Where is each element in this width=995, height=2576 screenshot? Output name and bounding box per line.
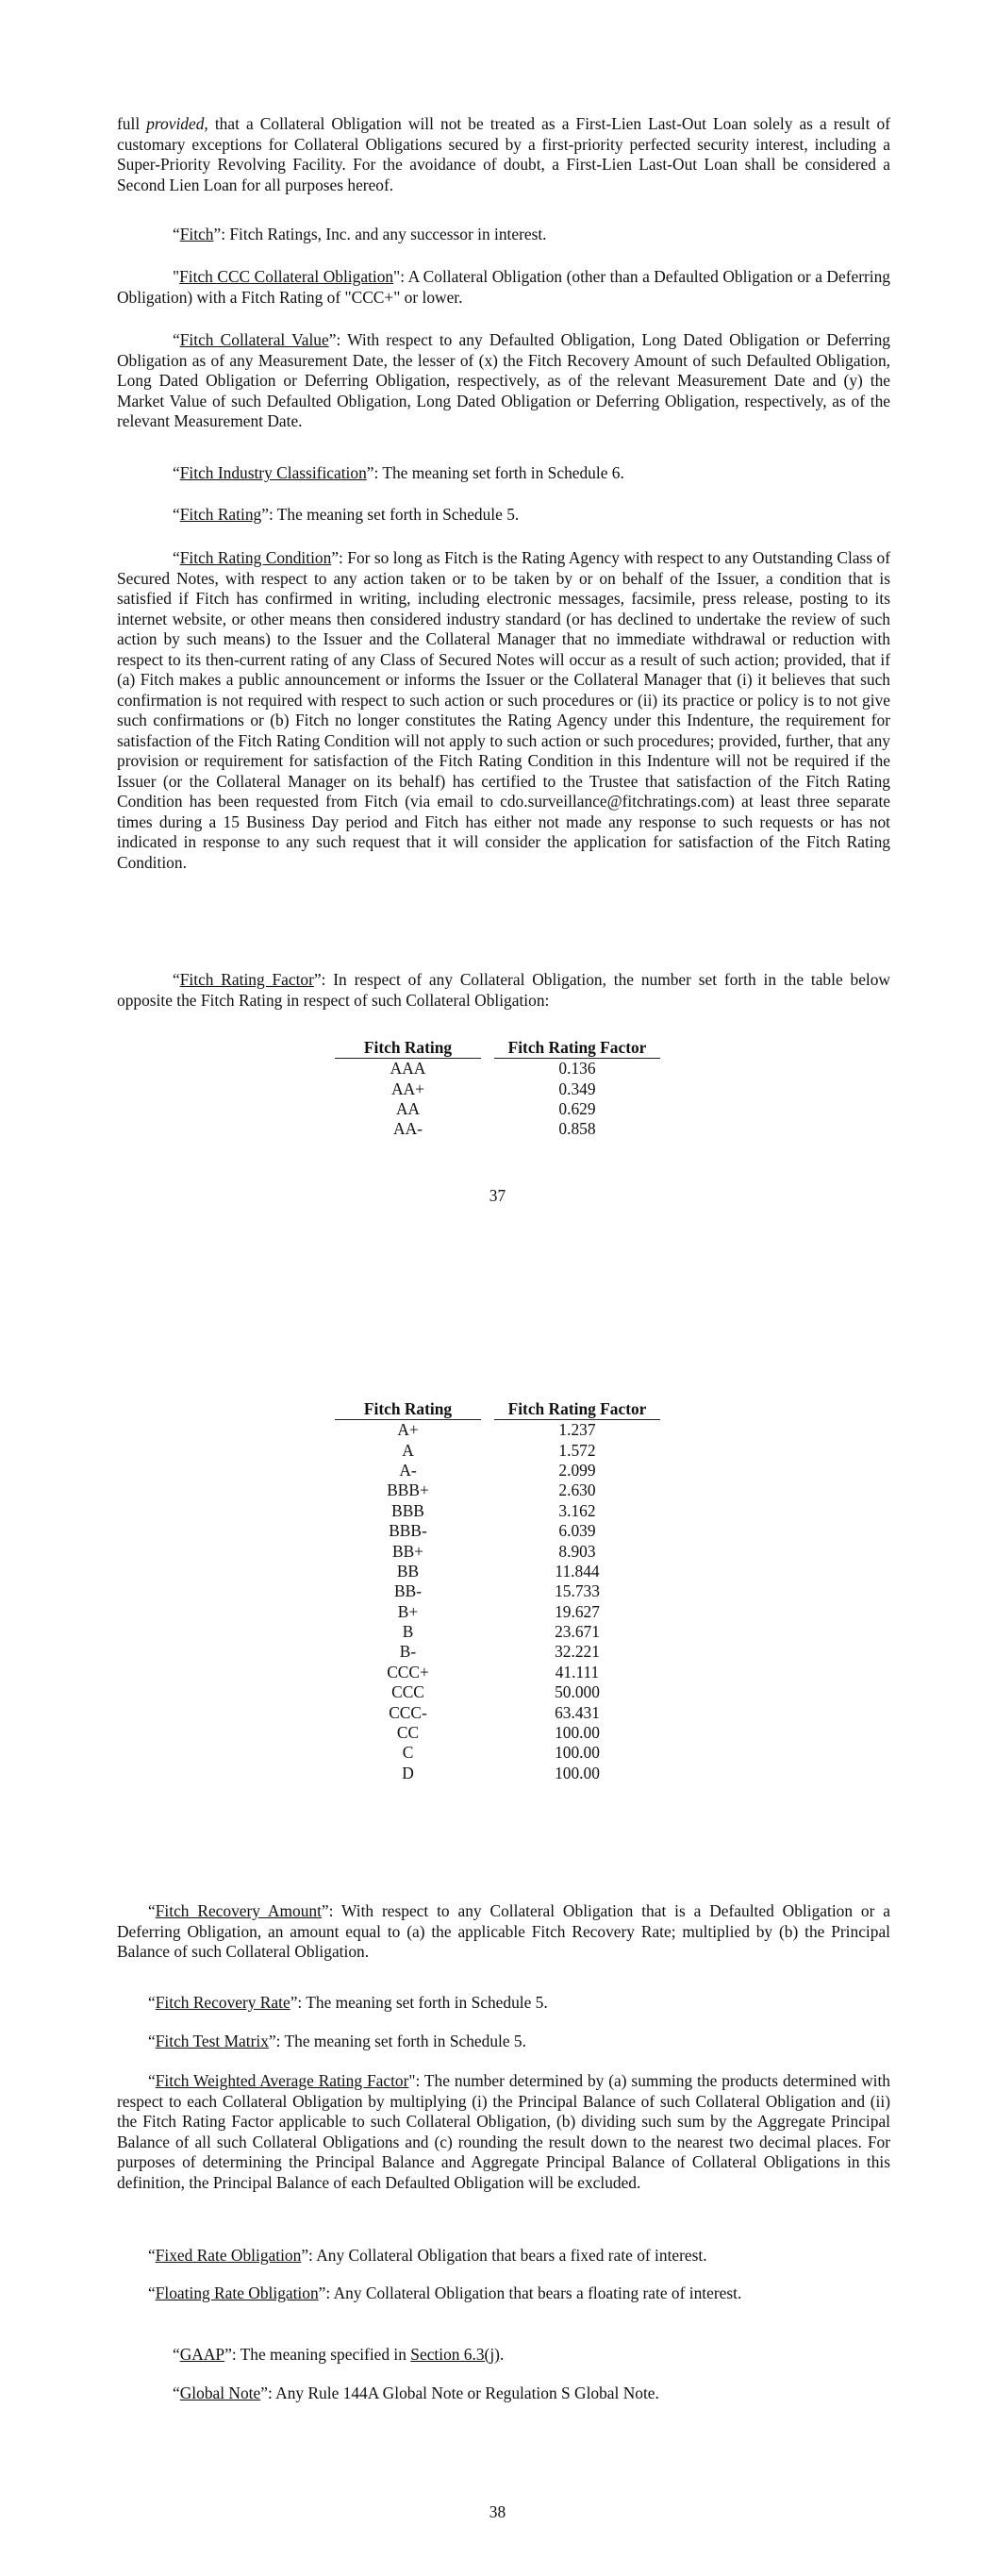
table-row: [335, 1723, 660, 1743]
rating-cell: B-: [399, 1642, 417, 1662]
table-row: [335, 1420, 660, 1440]
rating-cell: BB: [396, 1561, 420, 1581]
factor-cell: 11.844: [555, 1561, 600, 1581]
table-row: [335, 1461, 660, 1480]
defined-term: Global Note: [179, 2384, 261, 2402]
defined-term: Fitch Weighted Average Rating Factor: [155, 2071, 409, 2090]
table-row: [335, 1119, 660, 1139]
defined-term: Fitch Industry Classification: [179, 463, 367, 482]
factor-cell: 100.00: [555, 1723, 600, 1743]
column-header: Fitch Rating: [335, 1398, 481, 1420]
definition-fitch-industry-classification: “Fitch Industry Classification”: The meaning set forth in Schedule 6.: [173, 463, 624, 482]
rating-cell: BBB-: [389, 1521, 427, 1541]
definition-fixed-rate-obligation: “Fixed Rate Obligation”: Any Collateral Obligation that bears a fixed rate of interest.: [148, 2246, 707, 2265]
table-row: [335, 1602, 660, 1622]
table-row: [335, 1059, 660, 1079]
rating-cell: CC: [396, 1723, 420, 1743]
table-row: [335, 1702, 660, 1722]
table-row: [335, 1642, 660, 1662]
definition-global-note: “Global Note”: Any Rule 144A Global Note or Regulation S Global Note.: [173, 2384, 659, 2402]
factor-cell: 19.627: [555, 1601, 600, 1621]
intro-paragraph: full provided, that a Collateral Obligation will not be treated as a First-Lien Last-Out Loan solely as a result of customary exceptions for Collateral Obligations secured by a first-priority perfected security interest, including a Super-Priority Revolving Facility. For the avoidance of doubt, a First-Lien Last-Out Loan shall be considered a Second Lien Loan for all purposes hereof.: [117, 114, 891, 194]
rating-cell: CCC-: [389, 1702, 427, 1722]
definition-fitch-rating-factor: “Fitch Rating Factor”: In respect of any Collateral Obligation, the number set forth in the table below opposite the Fitch Rating in respect of such Collateral Obligation:: [117, 970, 890, 1010]
column-header: Fitch Rating: [335, 1037, 481, 1059]
factor-cell: 0.858: [558, 1119, 596, 1139]
table-row: [335, 1581, 660, 1601]
definition-fitch-recovery-amount: “Fitch Recovery Amount”: With respect to any Collateral Obligation that is a Defaulted Obligation or a Deferring Obligation, an amount equal to (a) the applicable Fitch Recovery Rate; multiplied by (b) the Principal Balance of such Collateral Obligation.: [117, 1901, 891, 1961]
factor-cell: 0.349: [558, 1079, 596, 1098]
table-row: [335, 1480, 660, 1500]
table-row: [335, 1501, 660, 1521]
defined-term: Fitch: [179, 225, 214, 243]
rating-cell: C: [402, 1743, 414, 1763]
rating-cell: A+: [397, 1420, 419, 1440]
rating-cell: D: [402, 1763, 414, 1782]
definition-fitch-collateral-value: “Fitch Collateral Value”: With respect to any Defaulted Obligation, Long Dated Obligation or Deferring Obligation as of any Measurement Date, the lesser of (x) the Fitch Recovery Amount of such Defaulted Obligation, Long Dated Obligation or Deferring Obligation, respectively, as of the relevant Measurement Date and (y) the Market Value of such Defaulted Obligation, Long Dated Obligation or Deferring Obligation, respectively, as of the relevant Measurement Date.: [117, 330, 890, 430]
table-row: [335, 1099, 660, 1119]
defined-term: Fitch Recovery Rate: [155, 1993, 290, 2012]
table-row: [335, 1663, 660, 1682]
defined-term: Fixed Rate Obligation: [155, 2246, 302, 2265]
definition-fitch-ccc: "Fitch CCC Collateral Obligation": A Collateral Obligation (other than a Defaulted Obligation or a Deferring Obligation) with a Fitch Rating of "CCC+" or lower.: [117, 267, 891, 307]
definition-floating-rate-obligation: “Floating Rate Obligation”: Any Collateral Obligation that bears a floating rate of interest.: [148, 2283, 742, 2302]
factor-cell: 2.630: [558, 1480, 596, 1500]
table-row: [335, 1622, 660, 1642]
factor-cell: 3.162: [558, 1500, 596, 1520]
definition-fitch-warf: “Fitch Weighted Average Rating Factor": The number determined by (a) summing the products determined with respect to each Collateral Obligation by multiplying (i) the Principal Balance of such Collateral Obligation and (ii) the Fitch Rating Factor applicable to such Collateral Obligation, (b) dividing such sum by the Aggregate Principal Balance of all such Collateral Obligations and (c) rounding the result down to the nearest two decimal places. For purposes of determining the Principal Balance and Aggregate Principal Balance of Collateral Obligations in this definition, the Principal Balance of each Defaulted Obligation will be excluded.: [117, 2071, 891, 2192]
rating-cell: A-: [399, 1460, 417, 1480]
factor-cell: 100.00: [555, 1763, 600, 1782]
rating-cell: AA+: [391, 1079, 424, 1098]
rating-cell: CCC+: [387, 1662, 429, 1681]
factor-cell: 0.629: [558, 1098, 596, 1118]
table-row: [335, 1743, 660, 1763]
page-number: 38: [489, 2502, 506, 2521]
defined-term: Fitch Recovery Amount: [155, 1901, 322, 1920]
defined-term: Fitch Test Matrix: [155, 2032, 269, 2050]
rating-cell: AA-: [393, 1119, 423, 1139]
defined-term: GAAP: [179, 2345, 225, 2364]
table-row: [335, 1521, 660, 1541]
page-number: 37: [489, 1186, 506, 1205]
defined-term: Fitch Rating Factor: [179, 970, 314, 989]
definition-fitch: “Fitch”: Fitch Ratings, Inc. and any successor in interest.: [173, 225, 547, 243]
table-row: [335, 1764, 660, 1783]
defined-term: Fitch CCC Collateral Obligation: [179, 267, 394, 286]
rating-cell: BB-: [394, 1581, 422, 1601]
rating-cell: BBB: [391, 1500, 424, 1520]
rating-factor-table: [335, 1037, 660, 1140]
defined-term: Floating Rate Obligation: [155, 2283, 319, 2302]
definition-fitch-rating-condition: “Fitch Rating Condition”: For so long as Fitch is the Rating Agency with respect to any Outstanding Class of Secured Notes, with respect to any action taken or to be taken by or on behalf of the Issuer, a condition that is satisfied if Fitch has confirmed in writing, including electronic messages, facsimile, press release, posting to its internet website, or other means then considered industry standard (or has declined to undertake the review of such action by such means) to the Issuer and the Collateral Manager that no immediate withdrawal or reduction with respect to its then-current rating of any Class of Secured Notes will occur as a result of such action; provided, that if (a) Fitch makes a public announcement or informs the Issuer or the Collateral Manager that (i) it believes that such confirmation is not required with respect to such action or such procedures or (ii) its practice or policy is to not give such confirmations or (b) Fitch no longer constitutes the Rating Agency under this Indenture, the requirement for satisfaction of the Fitch Rating Condition will not apply to such action or such procedures; provided, further, that any provision or requirement for satisfaction of the Fitch Rating Condition in this Indenture will not be required if the Issuer (or the Collateral Manager on its behalf) has certified to the Trustee that satisfaction of the Fitch Rating Condition has been requested from Fitch (via email to cdo.surveillance@fitchratings.com) at least three separate times during a 15 Business Day period and Fitch has either not made any response to such requests or has not indicated in response to any such request that it will consider the application for satisfaction of the Fitch Rating Condition.: [117, 548, 890, 872]
page-37: [0, 0, 995, 1260]
definition-gaap: “GAAP”: The meaning specified in Section 6.3(j).: [173, 2345, 505, 2364]
rating-cell: AAA: [390, 1059, 426, 1079]
factor-cell: 15.733: [555, 1581, 600, 1601]
factor-cell: 23.671: [555, 1622, 600, 1642]
table-row: [335, 1541, 660, 1561]
factor-cell: 2.099: [558, 1460, 596, 1480]
defined-term: Fitch Rating Condition: [179, 548, 332, 567]
factor-cell: 32.221: [555, 1642, 600, 1662]
factor-cell: 6.039: [558, 1521, 596, 1541]
factor-cell: 1.572: [558, 1440, 596, 1460]
section-reference: Section 6.3(j): [410, 2345, 500, 2364]
rating-cell: A: [402, 1440, 414, 1460]
rating-factor-table-continued: [335, 1398, 660, 1783]
page-38: [0, 1260, 995, 2576]
rating-cell: AA: [395, 1098, 421, 1118]
factor-cell: 1.237: [558, 1420, 596, 1440]
rating-cell: BB+: [391, 1541, 423, 1561]
definition-fitch-recovery-rate: “Fitch Recovery Rate”: The meaning set forth in Schedule 5.: [148, 1993, 548, 2012]
factor-cell: 41.111: [555, 1662, 600, 1681]
factor-cell: 50.000: [555, 1682, 600, 1702]
table-row: [335, 1440, 660, 1460]
rating-cell: CCC: [391, 1682, 424, 1702]
factor-cell: 100.00: [555, 1743, 600, 1763]
definition-fitch-test-matrix: “Fitch Test Matrix”: The meaning set forth in Schedule 5.: [148, 2032, 526, 2050]
rating-cell: BBB+: [387, 1480, 429, 1500]
table-row: [335, 1079, 660, 1098]
factor-cell: 63.431: [555, 1702, 600, 1722]
rating-cell: B: [402, 1622, 414, 1642]
factor-cell: 0.136: [558, 1059, 596, 1079]
rating-cell: B+: [397, 1601, 419, 1621]
definition-fitch-rating: “Fitch Rating”: The meaning set forth in Schedule 5.: [173, 505, 520, 524]
factor-cell: 8.903: [558, 1541, 596, 1561]
defined-term: Fitch Rating: [179, 505, 262, 524]
column-header: Fitch Rating Factor: [494, 1037, 660, 1059]
column-header: Fitch Rating Factor: [494, 1398, 660, 1420]
defined-term: Fitch Collateral Value: [179, 330, 329, 349]
table-row: [335, 1682, 660, 1702]
table-row: [335, 1562, 660, 1581]
